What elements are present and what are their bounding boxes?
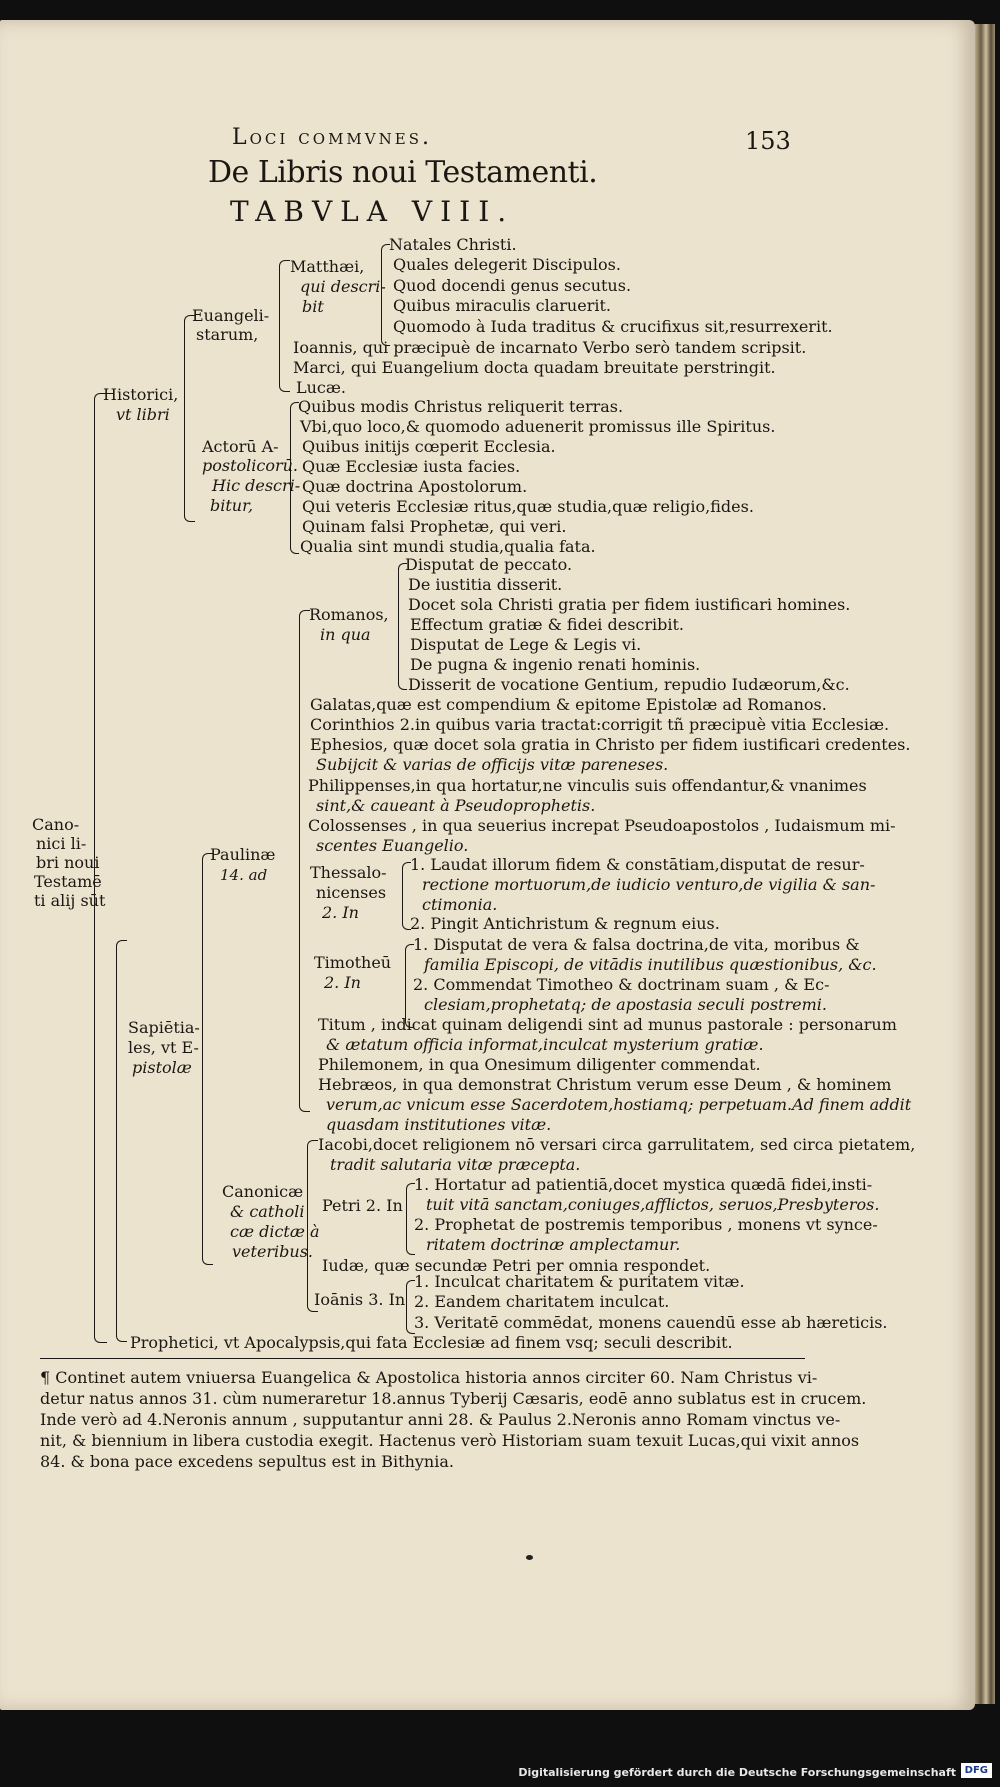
colossenses-1: Colossenses , in qua seuerius increpat Pseudoapostolos , Iudaismum mi- — [308, 816, 896, 835]
matthaei-item: Natales Christi. — [389, 235, 517, 254]
romanos-item: Effectum gratiæ & fidei describit. — [410, 615, 685, 634]
timotheum-label-1: Timotheū — [314, 953, 392, 972]
ioannis-epistolae-label: Ioānis 3. In — [314, 1290, 406, 1309]
actorum-item: Quibus initijs cœperit Ecclesia. — [302, 437, 556, 456]
historici-label-2: vt libri — [116, 405, 170, 424]
hebraeos-1: Hebræos, in qua demonstrat Christum verum esse Deum , & hominem — [318, 1075, 892, 1094]
actorum-item: Quinam falsi Prophetæ, qui veri. — [302, 517, 567, 536]
philippenses-2: sint,& caueant à Pseudoprophetis. — [316, 796, 596, 815]
petri-item: tuit vitā sanctam,coniuges,afflictos, seruos,Presbyteros. — [426, 1195, 880, 1214]
canonicae-bracket — [307, 1140, 318, 1312]
titum-2: & ætatum officia informat,inculcat mysterium gratiæ. — [326, 1035, 764, 1054]
romanos-item: Disputat de Lege & Legis vi. — [410, 635, 642, 654]
hebraeos-2: verum,ac vnicum esse Sacerdotem,hostiamq; perpetuam.Ad finem addit — [326, 1095, 912, 1114]
timotheum-item: clesiam,prophetatq; de apostasia seculi postremi. — [424, 995, 827, 1014]
matthaei-item: Quod docendi genus secutus. — [393, 276, 632, 295]
historici-label-1: Historici, — [103, 385, 179, 404]
footnote-line: ¶ Continet autem vniuersa Euangelica & Apostolica historia annos circiter 60. Nam Christus vi- — [40, 1368, 818, 1387]
matthaei-item: Quibus miraculis claruerit. — [393, 296, 611, 315]
thessalonicenses-label-1: Thessalo- — [310, 863, 387, 882]
actorum-label-4: bitur, — [210, 496, 254, 515]
sapientiales-bracket-outer — [116, 940, 127, 1342]
euangelistarum-label-1: Euangeli- — [192, 306, 270, 325]
timotheum-item: familia Episcopi, de vitādis inutilibus quæstionibus, &c. — [424, 955, 877, 974]
petri-item: ritatem doctrinæ amplectamur. — [426, 1235, 681, 1254]
romanos-bracket — [398, 563, 407, 690]
matthaei-label-3: bit — [302, 297, 324, 316]
thessalonicenses-item: ctimonia. — [422, 895, 498, 914]
main-bracket — [94, 393, 107, 1343]
titum-1: Titum , indicat quinam deligendi sint ad munus pastorale : personarum — [318, 1015, 897, 1034]
table-heading: TABVLA VIII. — [230, 195, 515, 228]
footnote-line: 84. & bona pace excedens sepultus est in Bithynia. — [40, 1452, 454, 1471]
romanos-item: De pugna & ingenio renati hominis. — [410, 655, 701, 674]
matthaei-bracket — [381, 244, 390, 346]
historici-bracket — [184, 315, 195, 522]
actorum-item: Qui veteris Ecclesiæ ritus,quæ studia,quæ religio,fides. — [302, 497, 754, 516]
petri-item: 2. Prophetat de postremis temporibus , monens vt synce- — [414, 1215, 878, 1234]
footnote-line: Inde verò ad 4.Neronis annum , supputantur anni 28. & Paulus 2.Neronis anno Romam vinctus ve- — [40, 1410, 841, 1429]
page-title: De Libris noui Testamenti. — [208, 155, 598, 190]
prophetici: Prophetici, vt Apocalypsis,qui fata Ecclesiæ ad finem vsq; seculi describit. — [130, 1333, 733, 1352]
sapientiales-label-2: les, vt E- — [128, 1038, 199, 1057]
actorum-item: Quæ Ecclesiæ iusta facies. — [302, 457, 521, 476]
actorum-label-1: Actorū A- — [202, 437, 279, 456]
page-number: 153 — [745, 127, 791, 155]
hebraeos-3: quasdam institutiones vitæ. — [326, 1115, 552, 1134]
digitization-credit: Digitalisierung gefördert durch die Deutsche Forschungsgemeinschaft — [518, 1766, 956, 1779]
petri-item: 1. Hortatur ad patientiā,docet mystica quædā fidei,insti- — [414, 1175, 873, 1194]
paulinae-bracket — [299, 610, 310, 1112]
ioannis-epistolae-item: 2. Eandem charitatem inculcat. — [414, 1292, 670, 1311]
romanos-label-2: in qua — [320, 625, 371, 644]
root-label-4: Testamē — [34, 872, 102, 891]
romanos-item: De iustitia disserit. — [408, 575, 563, 594]
paulinae-label-1: Paulinæ — [210, 845, 276, 864]
petri-label: Petri 2. In — [322, 1196, 403, 1215]
root-label-3: bri noui — [36, 853, 100, 872]
paulinae-label-2: 14. ad — [220, 866, 268, 884]
actorum-item: Quæ doctrina Apostolorum. — [302, 477, 528, 496]
canonicae-label-2: & catholi — [230, 1202, 305, 1221]
ioannis-epistolae-item: 1. Inculcat charitatem & puritatem vitæ. — [414, 1272, 745, 1291]
galatas: Galatas,quæ est compendium & epitome Epistolæ ad Romanos. — [310, 695, 827, 714]
philippenses-1: Philippenses,in qua hortatur,ne vinculis suis offendantur,& vnanimes — [308, 776, 867, 795]
philemonem: Philemonem, in qua Onesimum diligenter commendat. — [318, 1055, 761, 1074]
ioannis-epistolae-item: 3. Veritatē commēdat, monens cauendū esse ab hæreticis. — [414, 1313, 888, 1332]
ioannis-euangelium: Ioannis, qui præcipuè de incarnato Verbo serò tandem scripsit. — [293, 338, 807, 357]
root-label-1: Cano- — [32, 815, 80, 834]
colossenses-2: scentes Euangelio. — [316, 836, 469, 855]
ephesios-2: Subijcit & varias de officijs vitæ pareneses. — [316, 755, 669, 774]
footnote-line: nit, & biennium in libera custodia exegit. Hactenus verò Historiam suam texuit Lucas,qui vixit annos — [40, 1431, 860, 1450]
timotheum-label-2: 2. In — [324, 973, 361, 992]
actorum-item: Qualia sint mundi studia,qualia fata. — [300, 537, 596, 556]
matthaei-item: Quomodo à Iuda traditus & crucifixus sit,resurrexerit. — [393, 317, 833, 336]
actorum-item: Quibus modis Christus reliquerit terras. — [298, 397, 624, 416]
romanos-item: Disputat de peccato. — [405, 555, 573, 574]
sapientiales-bracket — [202, 853, 213, 1265]
canonicae-label-1: Canonicæ — [222, 1182, 304, 1201]
matthaei-item: Quales delegerit Discipulos. — [393, 255, 621, 274]
euangelistarum-bracket — [279, 260, 290, 392]
ink-mark — [526, 1555, 533, 1560]
iacobi-1: Iacobi,docet religionem nō versari circa garrulitatem, sed circa pietatem, — [318, 1135, 916, 1154]
romanos-item: Disserit de vocatione Gentium, repudio Iudæorum,&c. — [408, 675, 850, 694]
thessalonicenses-item: 2. Pingit Antichristum & regnum eius. — [410, 914, 720, 933]
sapientiales-label-1: Sapiētia- — [128, 1018, 200, 1037]
lucae-euangelium: Lucæ. — [296, 378, 347, 397]
dfg-logo: DFG — [961, 1763, 992, 1778]
page-edge — [975, 24, 995, 1704]
corinthios: Corinthios 2.in quibus varia tractat:corrigit tñ præcipuè vitia Ecclesiæ. — [310, 715, 890, 734]
iudae: Iudæ, quæ secundæ Petri per omnia respondet. — [322, 1256, 711, 1275]
running-title: Loci commvnes. — [232, 125, 432, 150]
actorum-item: Vbi,quo loco,& quomodo aduenerit promissus ille Spiritus. — [300, 417, 776, 436]
canonicae-label-4: veteribus. — [232, 1242, 314, 1261]
euangelistarum-label-2: starum, — [196, 325, 259, 344]
thessalonicenses-item: 1. Laudat illorum fidem & constātiam,disputat de resur- — [410, 855, 865, 874]
marci-euangelium: Marci, qui Euangelium docta quadam breuitate perstringit. — [293, 358, 776, 377]
matthaei-label-1: Matthæi, — [290, 257, 365, 276]
sapientiales-label-3: pistolæ — [132, 1058, 192, 1077]
root-label-5: ti alij sūt — [34, 891, 106, 910]
thessalonicenses-label-3: 2. In — [322, 903, 359, 922]
actorum-bracket — [290, 402, 299, 554]
canonicae-label-3: cæ dictæ à — [230, 1222, 320, 1241]
actorum-label-2: postolicorū. — [202, 456, 299, 475]
footnote-line: detur natus annos 31. cùm numeraretur 18.annus Tyberij Cæsaris, eodē anno sublatus est in crucem. — [40, 1389, 867, 1408]
iacobi-2: tradit salutaria vitæ præcepta. — [330, 1155, 581, 1174]
thessalonicenses-item: rectione mortuorum,de iudicio venturo,de vigilia & san- — [422, 875, 876, 894]
thessalonicenses-label-2: nicenses — [316, 883, 387, 902]
actorum-label-3: Hic descri- — [212, 476, 301, 495]
ephesios-1: Ephesios, quæ docet sola gratia in Christo per fidem iustificari credentes. — [310, 735, 911, 754]
root-label-2: nici li- — [36, 834, 87, 853]
timotheum-item: 1. Disputat de vera & falsa doctrina,de vita, moribus & — [413, 935, 860, 954]
matthaei-label-2: qui descri- — [300, 277, 386, 296]
timotheum-item: 2. Commendat Timotheo & doctrinam suam , & Ec- — [413, 975, 830, 994]
romanos-item: Docet sola Christi gratia per fidem iustificari homines. — [408, 595, 851, 614]
romanos-label-1: Romanos, — [309, 605, 389, 624]
footnote-rule — [40, 1358, 805, 1359]
